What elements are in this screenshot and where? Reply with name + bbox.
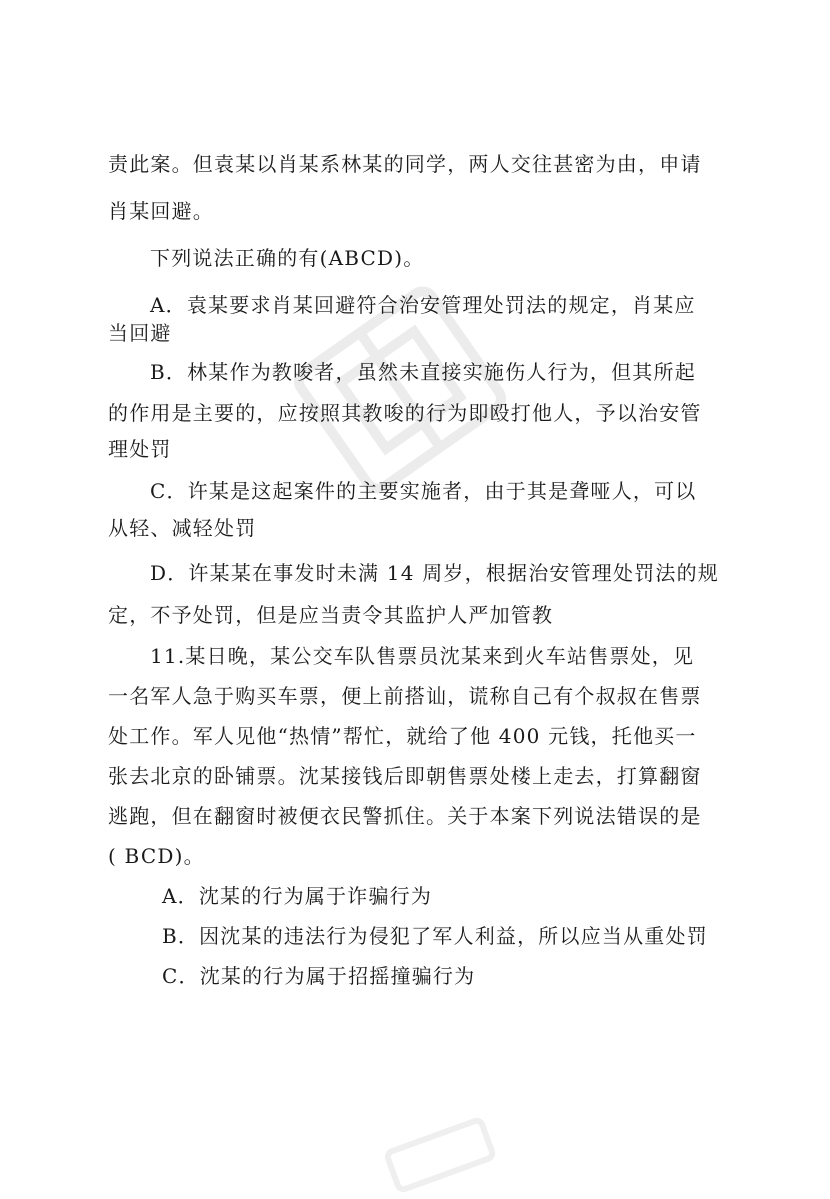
option-b-line-3: 理处罚 <box>108 437 172 461</box>
text-line-1: 责此案。但袁某以肖某系林某的同学，两人交往甚密为由，申请 <box>108 152 702 176</box>
question-11-line-1: 11.某日晚，某公交车队售票员沈某来到火车站售票处，见 <box>150 644 695 668</box>
q11-option-b: B．因沈某的违法行为侵犯了军人利益，所以应当从重处罚 <box>162 924 708 948</box>
option-d-line-1: D．许某某在事发时未满 14 周岁，根据治安管理处罚法的规 <box>150 561 719 585</box>
question-11-line-6: ( BCD)。 <box>108 844 205 868</box>
option-c-line-1: C．许某是这起案件的主要实施者，由于其是聋哑人，可以 <box>150 479 697 503</box>
option-c-line-2: 从轻、减轻处罚 <box>108 516 257 540</box>
option-d-line-2: 定，不予处罚，但是应当责令其监护人严加管教 <box>108 603 554 627</box>
text-line-3: 下列说法正确的有(ABCD)。 <box>150 246 425 270</box>
question-11-line-4: 张去北京的卧铺票。沈某接钱后即朝售票处楼上走去，打算翻窗 <box>108 764 702 788</box>
question-11-line-5: 逃跑，但在翻窗时被便衣民警抓住。关于本案下列说法错误的是 <box>108 804 702 828</box>
q11-option-a: A．沈某的行为属于诈骗行为 <box>162 884 433 908</box>
option-a-line-1: A．袁某要求肖某回避符合治安管理处罚法的规定，肖某应 <box>150 293 696 317</box>
watermark-bottom-icon <box>375 1111 505 1199</box>
text-line-2: 肖某回避。 <box>108 199 214 223</box>
option-b-line-1: B．林某作为教唆者，虽然未直接实施伤人行为，但其所起 <box>150 360 696 384</box>
option-a-line-2: 当回避 <box>108 321 172 345</box>
option-b-line-2: 的作用是主要的，应按照其教唆的行为即殴打他人，予以治安管 <box>108 401 702 425</box>
question-11-line-3: 处工作。军人见他“热情”帮忙，就给了他 400 元钱，托他买一 <box>108 724 697 748</box>
q11-option-c: C．沈某的行为属于招摇撞骗行为 <box>162 964 476 988</box>
question-11-line-2: 一名军人急于购买车票，便上前搭讪，谎称自己有个叔叔在售票 <box>108 684 702 708</box>
